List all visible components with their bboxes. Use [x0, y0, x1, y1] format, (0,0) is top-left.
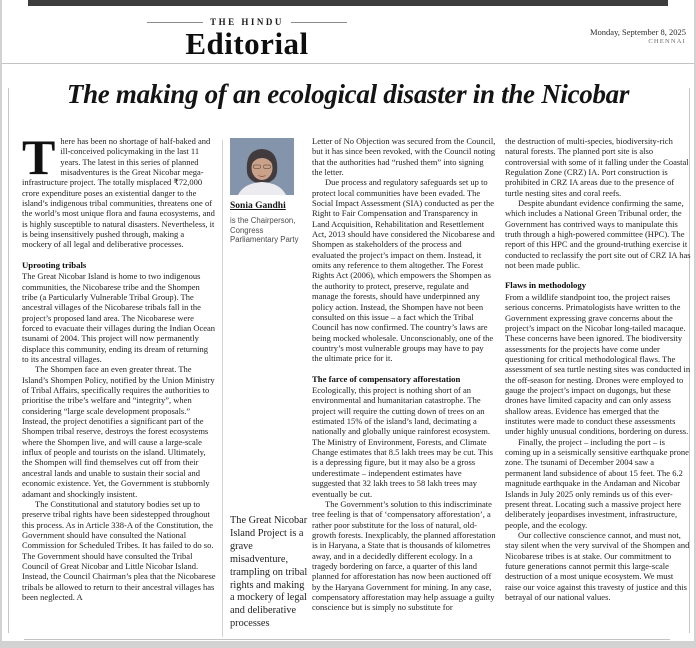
- article-column-1: [22, 136, 216, 637]
- body-paragraph: The Great Nicobar Island is home to two indigenous communities, the Nicobarese tribe and the Shompen tribe (a Particularly Vulnerable Tribal Group). The ancestral villages of the Nicobarese tribals fall in the project’s proposed land area. The Nicobarese were forced to evacuate their villages during the Indian Ocean tsunami of 2004. This project will now permanently displace this community, ending its dream of returning to its ancestral villages.: [22, 271, 216, 365]
- author-photo: [230, 138, 294, 195]
- publication-name: THE HINDU: [210, 17, 284, 27]
- body-paragraph: Due process and regulatory safeguards set up to protect local communities have been evaded. The Social Impact Assessment (SIA) conducted as per the Right to Fair Compensation and Transparency in Land Acquisition, Rehabilitation and Resettlement Act, 2013 should have considered the Nicobarese and Shompen as stakeholders of the process and evaluated the project’s impact on them. Instead, it omits any reference to them altogether. The Forest Rights Act (2006), which empowers the Shompen as the authority to protect, preserve, regulate and manage the forests, should have underpinned any policy action. Instead, the Shompen have not been consulted on this issue – a fact which the Tribal Council has now confirmed. The country’s laws are being mocked wholesale. Unconscionably, one of the country’s most vulnerable groups may have to pay the ultimate price for it.: [312, 177, 495, 364]
- article-headline: The making of an ecological disaster in the Nicobar: [66, 79, 630, 109]
- subhead-farce-of-compensatory-afforestation: The farce of compensatory afforestation: [312, 373, 461, 384]
- article-column-3: [312, 136, 496, 637]
- subhead-uprooting-tribals: Uprooting tribals: [22, 259, 87, 270]
- body-paragraph: the destruction of multi-species, biodiversity-rich natural forests. The planned port site is also controversial with some of it falling under the Coastal Regulation Zone (CRZ) IA. Port construction is prohibited in CRZ IA areas due to the presence of turtle nesting sites and coral reefs.: [505, 136, 689, 198]
- body-paragraph: Despite abundant evidence confirming the same, which includes a National Green Tribunal order, the Government has contrived ways to manipulate this truth through a high-powered committee (HPC). The report of this HPC and the ground-truthing exercise it conducted to reclassify the port site out of CRZ IA has not been made public.: [505, 198, 691, 271]
- author-description: is the Chairperson, Congress Parliamentary Party: [230, 216, 299, 245]
- body-paragraph: [22, 136, 216, 250]
- body-paragraph: The Government’s solution to this indiscriminate tree feeling is that of ‘compensatory afforestation’, a rather poor substitute for the loss of natural, old-growth forests. Inexplicably, the planned afforestation is in Haryana, a State that is thousands of kilometres away, and in a decidedly different ecology. In a tragedy bordering on farce, a quarter of this land planned for afforestation has now been auctioned off by the Haryana Government for mining. In any case, compensatory afforestation may help assuage a guilty conscience but is simply no substitute for: [312, 498, 496, 613]
- column-divider: [222, 140, 223, 637]
- drop-cap: T: [22, 136, 56, 185]
- body-paragraph: Our collective conscience cannot, and must not, stay silent when the very survival of the Shompen and Nicobarese tribes is at stake. Our commitment to future generations cannot permit this large-scale destruction of a most unique ecosystem. We must raise our voice against this travesty of justice and this betrayal of our national values.: [505, 529, 690, 602]
- body-paragraph: The Constitutional and statutory bodies set up to preserve tribal rights have been sidestepped throughout this process. As in Article 338-A of the Constitution, the Government should have consulted the National Commission for Scheduled Tribes. It has failed to do so. The Government should have consulted the Tribal Council of Great Nicobar and Little Nicobar Island. Instead, the Council Chairman’s plea that the Nicobarese tribals be allowed to return to their ancestral villages has been neglected. A: [22, 498, 216, 602]
- dateline: [590, 27, 686, 45]
- top-rule: [28, 0, 668, 6]
- author-column: [230, 138, 306, 637]
- brand-rule-right: [291, 22, 347, 23]
- bottom-divider: [24, 639, 670, 640]
- issue-date: Monday, September 8, 2025: [589, 27, 686, 37]
- article-column-4: [505, 136, 691, 637]
- page-left-border: [8, 88, 9, 633]
- body-paragraph: Ecologically, this project is nothing short of an environmental and humanitarian catastrophe. The project will require the cutting down of trees on an estimated 15% of the island’s land, decimating a nationally and globally unique rainforest ecosystem. The Ministry of Environment, Forests, and Climate Change estimates that 8.5 lakh trees may be cut. This is a depressing figure, but it may also be a gross underestimate – independent estimates have suggested that 32 lakh trees to 58 lakh trees may eventually be cut.: [312, 385, 493, 499]
- body-paragraph: Finally, the project – including the port – is coming up in a seismically sensitive earthquake prone zone. The tsunami of December 2004 saw a permanent land subsidence of about 15 feet. The 6.2 magnitude earthquake in the Andaman and Nicobar Islands in July 2025 only reminds us of this ever-present threat. Locating such a massive project here deliberately jeopardises investment, infrastructure, people, and the ecology.: [505, 436, 689, 530]
- body-paragraph: The Shompen face an even greater threat. The Island’s Shompen Policy, notified by the Union Ministry of Tribal Affairs, specifically requires the authorities to prioritise the tribe’s welfare and “integrity”, when considering “large scale development proposals.” Instead, the project denotifies a significant part of the Shompen tribal reserve, destroys the forest ecosystems where the Shompen live, and will cause a large-scale influx of people and tourists on the island. Ultimately, the Shompen will find themselves cut off from their ancestral lands and unable to sustain their social and economic existence. Yet, the Government is stubbornly adamant and shockingly insistent.: [22, 364, 215, 499]
- brand-rule-left: [147, 22, 203, 23]
- body-paragraph: From a wildlife standpoint too, the project raises serious concerns. Primatologists have written to the Government expressing grave concerns about the project’s impact on the Nicobar long-tailed macaque. These concerns have been ignored. The biodiversity assessments for the projects have come under questioning for critical methodological flaws. The assessment of sea turtle nesting sites was conducted in the off-season for nesting. Drones were employed to gauge the project’s impact on dugongs, but these drones have limited capacity and can only assess shallow areas. Evidence has emerged that the institutes were made to conduct these assessments under highly unusual conditions, bordering on duress.: [505, 291, 691, 437]
- subhead-flaws-in-methodology: Flaws in methodology: [505, 280, 587, 291]
- edition-city: CHENNAI: [648, 38, 686, 45]
- pull-quote: The Great Nicobar Island Project is a grave misadventure, trampling on tribal rights and making a mockery of legal and deliberative processes: [230, 515, 308, 630]
- header-divider: [2, 63, 694, 64]
- newspaper-page: [2, 0, 694, 641]
- section-title: Editorial: [185, 26, 309, 61]
- paragraph-text: here has been no shortage of half-baked and ill-conceived policymaking in the last 11 years. The latest in this series of planned misadventures is the Great Nicobar mega-infrastructure project. The totally misplaced ₹72,000 crore expenditure poses an existential danger to the island’s indigenous tribal communities, threatens one of the world’s most unique flora and fauna ecosystems, and is highly susceptible to natural disasters. Nevertheless, it is being insensitively pushed through, making a mockery of all legal and deliberative processes.: [22, 136, 215, 250]
- author-name: Sonia Gandhi: [230, 201, 286, 211]
- body-paragraph: Letter of No Objection was secured from the Council, but it has since been revoked, with the Council noting that the authorities had “rushed them” into signing the letter.: [312, 136, 496, 178]
